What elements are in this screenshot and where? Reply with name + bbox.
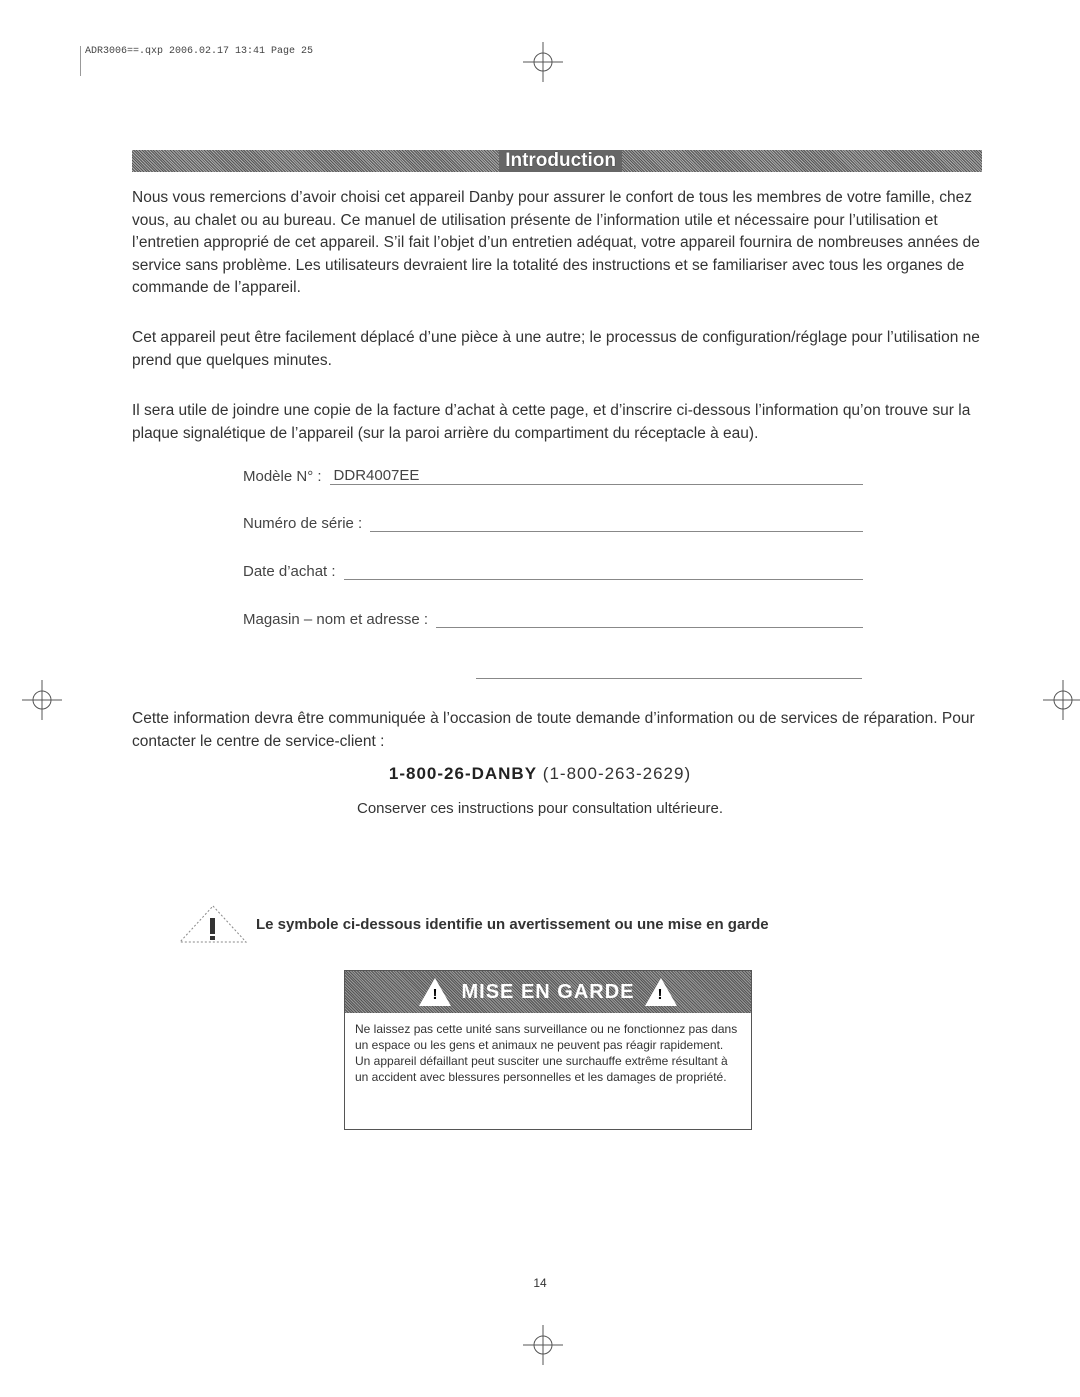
- phone-number: 1-800-26-DANBY (1-800-263-2629): [388, 764, 692, 783]
- warning-triangle-icon: !: [419, 978, 451, 1006]
- registration-mark-icon: [523, 1325, 563, 1365]
- registration-mark-icon: [1043, 680, 1080, 720]
- warning-triangle-icon: !: [645, 978, 677, 1006]
- warning-header: ! MISE EN GARDE !: [345, 971, 751, 1013]
- warning-triangle-icon: [178, 904, 248, 944]
- date-field: Date d’achat :: [243, 563, 863, 580]
- warning-text: Ne laissez pas cette unité sans surveillance ou ne fonctionnez pas dans un espace ou les gens et animaux ne peuvent pas réagir rapidement. Un appareil défaillant peut susciter une surchauffe extrême résultant à un accident avec blessures personnelles et les damages de propriété.: [355, 1022, 738, 1084]
- page-number: 14: [533, 1276, 547, 1290]
- paragraph: Cette information devra être communiquée à l’occasion de toute demande d’information ou de services de réparation. Pour contacter le centre de service-client :: [132, 710, 975, 750]
- section-header: [132, 150, 982, 172]
- warning-box: [344, 970, 752, 1130]
- registration-mark-icon: [22, 680, 62, 720]
- print-slug: ADR3006==.qxp 2006.02.17 13:41 Page 25: [80, 46, 313, 76]
- model-value: DDR4007EE: [330, 468, 863, 485]
- paragraph: Cet appareil peut être facilement déplacé d’une pièce à une autre; le processus de configuration/réglage pour l’utilisation ne prend que quelques minutes.: [132, 329, 980, 369]
- model-field: Modèle N° : DDR4007EE: [243, 468, 863, 485]
- section-title: Introduction: [499, 150, 622, 172]
- keep-note: Conserver ces instructions pour consultation ultérieure.: [356, 800, 723, 817]
- symbol-note: Le symbole ci-dessous identifie un avertissement ou une mise en garde: [178, 904, 769, 944]
- store-field: Magasin – nom et adresse :: [243, 611, 863, 628]
- paragraph: Il sera utile de joindre une copie de la facture d’achat à cette page, et d’inscrire ci-dessous l’information qu’on trouve sur la plaque signalétique de l’appareil (sur la paroi arrière du compartiment du réceptacle à eau).: [132, 402, 971, 442]
- store-extra-line: [476, 678, 862, 679]
- registration-mark-icon: [523, 42, 563, 82]
- paragraph: Nous vous remercions d’avoir choisi cet appareil Danby pour assurer le confort de tous les membres de votre famille, chez vous, au chalet ou au bureau. Ce manuel de utilisation présente de l’information utile et nécessaire pour l’utilisation et l’entretien approprié de cet appareil. S’il fait l’objet d’un entretien adéquat, votre appareil fournira de nombreuses années de service sans problème. Les utilisateurs devraient lire la totalité des instructions et se familiariser avec tous les organes de commande de l’appareil.: [132, 189, 980, 296]
- serial-field: Numéro de série :: [243, 515, 863, 532]
